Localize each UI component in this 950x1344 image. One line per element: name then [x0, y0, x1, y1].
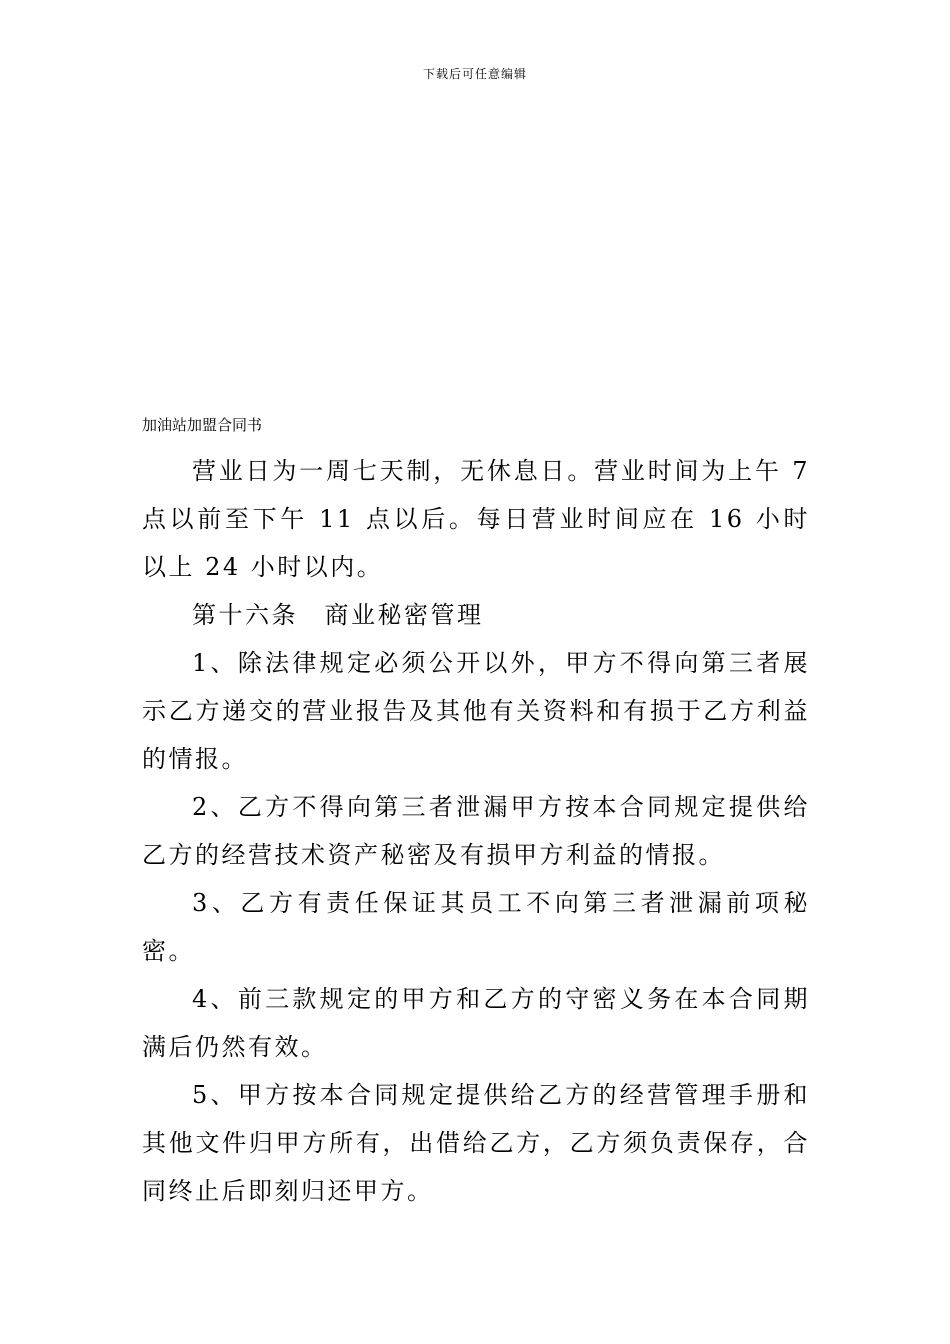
document-title: 加油站加盟合同书	[142, 416, 263, 434]
clause-4: 4、前三款规定的甲方和乙方的守密义务在本合同期满后仍然有效。	[142, 985, 810, 1061]
clause-3: 3、乙方有责任保证其员工不向第三者泄漏前项秘密。	[142, 889, 810, 965]
paragraph-business-hours: 营业日为一周七天制，无休息日。营业时间为上午 7 点以前至下午 11 点以后。每日营业时间应在 16 小时以上 24 小时以内。	[142, 457, 810, 581]
clause-1: 1、除法律规定必须公开以外，甲方不得向第三者展示乙方递交的营业报告及其他有关资料和有损于乙方利益的情报。	[142, 649, 810, 773]
clause-2: 2、乙方不得向第三者泄漏甲方按本合同规定提供给乙方的经营技术资产秘密及有损甲方利益的情报。	[142, 793, 810, 869]
page-header-note: 下载后可任意编辑	[422, 67, 527, 81]
document-body	[142, 447, 810, 1215]
article-heading-trade-secrets: 第十六条 商业秘密管理	[192, 601, 484, 629]
clause-5: 5、甲方按本合同规定提供给乙方的经营管理手册和其他文件归甲方所有，出借给乙方，乙方须负责保存，合同终止后即刻归还甲方。	[142, 1081, 810, 1205]
